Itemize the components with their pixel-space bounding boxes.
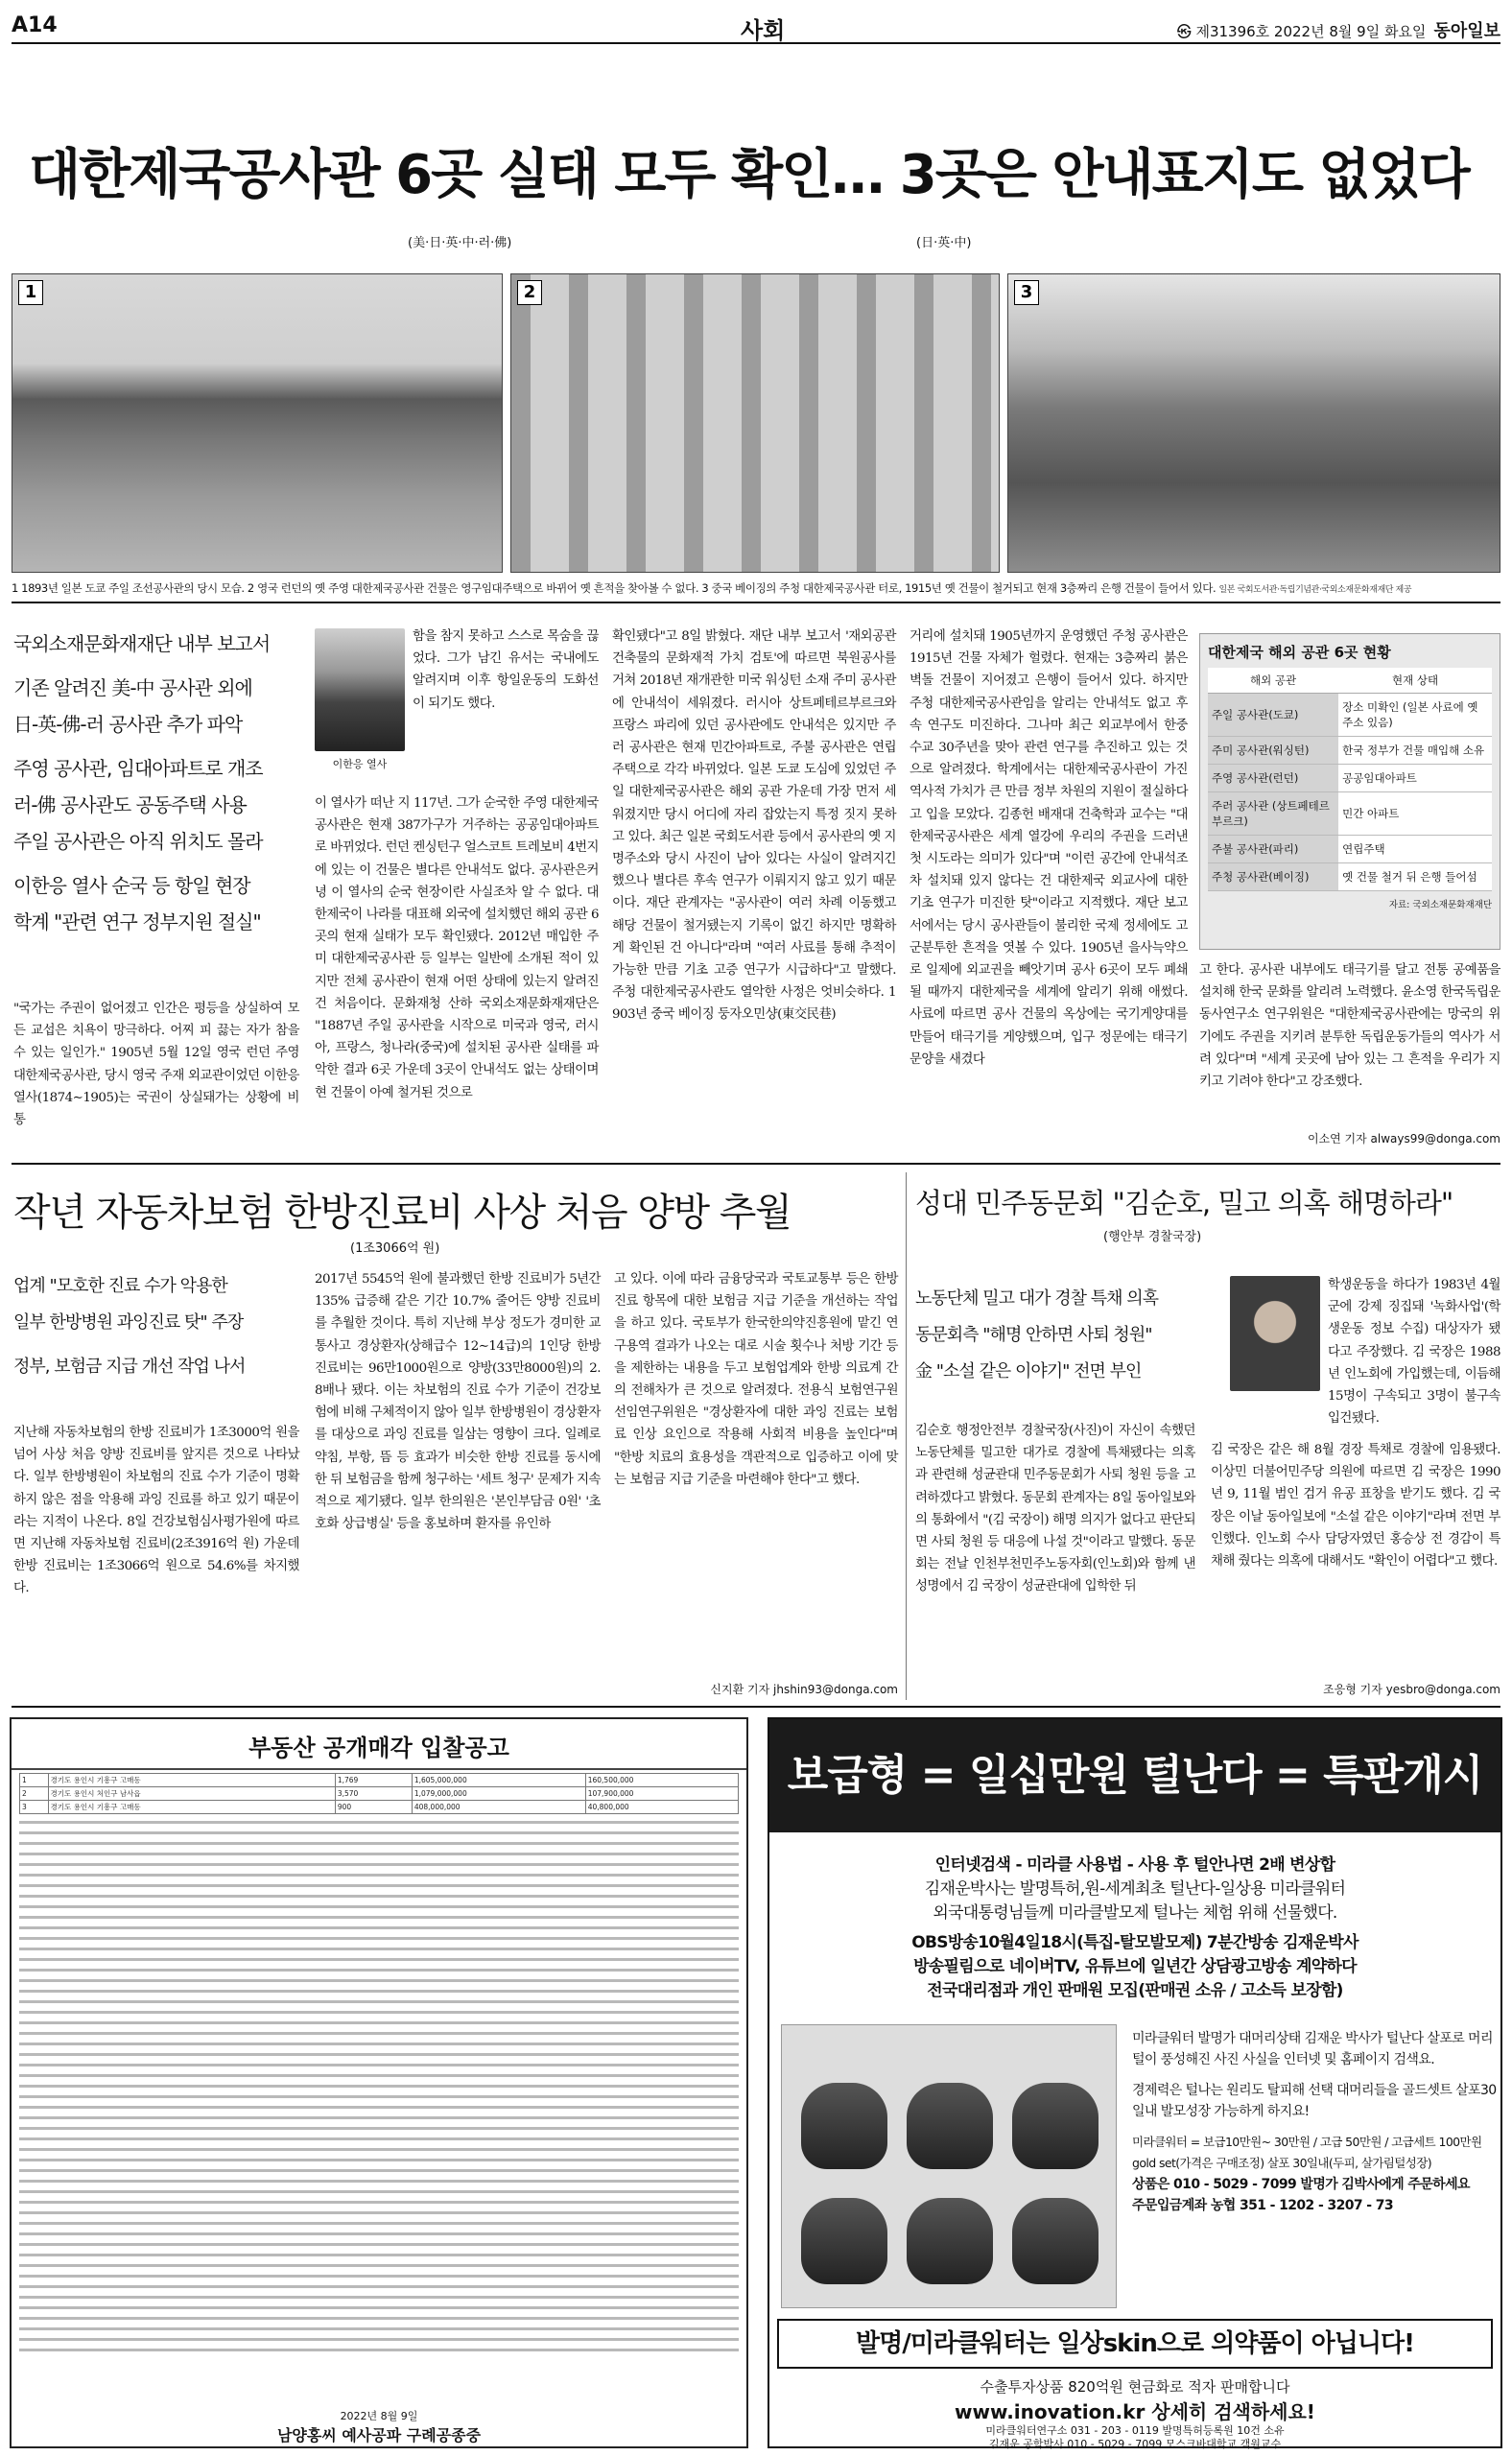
issue-meta [1177, 17, 1500, 42]
ads-divider [12, 1706, 1500, 1708]
ad-url-line: www.inovation.kr 상세히 검색하세요! [955, 2400, 1315, 2423]
ad-body [19, 1769, 739, 2404]
story2-amount-note: (1조3066억 원) [350, 1241, 440, 1256]
photo-caption [12, 580, 1500, 603]
before-after-photos [781, 2024, 1117, 2308]
table-row [20, 1774, 739, 1787]
notice-org: 남양홍씨 예사공파 구례공종중 [276, 2426, 482, 2444]
ad-banner: 보급형 = 일십만원 털난다 = 특판개시 [769, 1719, 1500, 1832]
table-cell: 경기도 용인시 기흥구 고매동 [48, 1801, 335, 1814]
table-cell: 장소 미확인 (일본 사료에 옛 주소 있음) [1338, 694, 1492, 737]
story1-sub-right: (日·英·中) [916, 236, 972, 250]
ad-title: 부동산 공개매각 입찰공고 [12, 1719, 746, 1770]
photo-caption-text: 1 1893년 일본 도쿄 주일 조선공사관의 당시 모습. 2 영국 런던의 옛 주영 대한제국공사관 건물은 영구임대주택으로 바뀌어 옛 흔적을 찾아볼 수 없다. 3 중국 베이징의 주청 대한제국공사관 터로, 1915년 옛 건물이 철거되고 현재 3층짜리 은행 건물이 들어서 있다. [12, 581, 1217, 595]
table-cell: 주청 공사관(베이징) [1208, 863, 1338, 891]
table-cell: 900 [335, 1801, 412, 1814]
table-cell: 옛 건물 철거 뒤 은행 들어섬 [1338, 863, 1492, 891]
table-cell: 40,800,000 [585, 1801, 738, 1814]
ad-line: 인터넷검색 - 미라클 사용법 - 사용 후 털안나면 2배 변상합 [934, 1855, 1335, 1875]
table-row [1208, 765, 1492, 792]
table-cell: 주러 공사관 (상트페테르부르크) [1208, 792, 1338, 836]
hair-product-ad [768, 1717, 1502, 2448]
story2-col2: 2017년 5545억 원에 불과했던 한방 진료비가 5년간 135% 급증해 같은 기간 10.7% 줄어든 양방 진료비를 추월한 것이다. 특히 지난해 부상 정도가 경미한 교통사고 경상환자(상해급수 12∼14급)의 1인당 한방 진료비는 96만1000원으로 양방(33만8000원)의 2.8배나 됐다. 이는 차보험의 진료 수가 기준이 건강보험에 비해 구체적이지 않아 일부 한방병원이 경상환자를 대상으로 과잉 진료를 일삼는 영향이 크다. 일례로 약침, 부항, 뜸 등 효과가 비슷한 한방 진료를 동시에 한 뒤 보험금을 함께 청구하는 '세트 청구' 문제가 지속적으로 제기됐다. 일부 한의원은 '본인부담금 0원' '초호화 상급병실' 등을 홍보하며 환자를 유인하 [315, 1272, 601, 1532]
story2-subheads [13, 1268, 301, 1385]
table-header-row [1208, 668, 1492, 694]
story1-sub-left: (美·日·英·中·러·佛) [408, 236, 512, 250]
masthead [12, 10, 1500, 44]
table-cell: 2 [20, 1787, 49, 1801]
head-photo [801, 2083, 887, 2169]
legation-status-table [1208, 668, 1492, 891]
subhead: 러-佛 공사관도 공동주택 사용 [13, 793, 247, 816]
table-row [1208, 737, 1492, 765]
portrait-lee-hanung [315, 628, 405, 751]
table-cell: 주일 공사관(도쿄) [1208, 694, 1338, 737]
story1-headline: 대한제국공사관 6곳 실태 모두 확인… 3곳은 안내표지도 없었다 [29, 144, 1469, 206]
ad-lines [779, 1844, 1491, 2003]
table-header: 현재 상태 [1338, 668, 1492, 694]
subhead: 일부 한방병원 과잉진료 탓" 주장 [13, 1312, 244, 1333]
table-row [1208, 863, 1492, 891]
story2-byline: 신지환 기자 jhshin93@donga.com [710, 1683, 898, 1696]
story3-right-top: 학생운동을 하다가 1983년 4월 군에 강제 징집돼 '녹화사업'(학생운동 정보 수집) 대상자가 됐다고 주장했다. 김 국장은 1988년 인노회에 가입했는데, 이듬해 15명이 구속되고 3명이 불구속 입건됐다. [1328, 1278, 1500, 1427]
head-photo [907, 2083, 993, 2169]
subhead: 金 "소설 같은 이야기" 전면 부인 [915, 1361, 1142, 1382]
photo-number: 3 [1014, 280, 1039, 305]
subhead: 업계 "모호한 진료 수가 악용한 [13, 1276, 227, 1296]
story1-col4: 거리에 설치돼 1905년까지 운영했던 주청 공사관은 1915년 건물 자체가 헐렸다. 현재는 3층짜리 붉은 벽돌 건물이 지어졌고 은행이 들어서 있다. 하지만 주청 대한제국공사관임을 알리는 안내석도 없고 후속 연구도 미진하다. 그나마 최근 외교부에서 한중 수교 30주년을 맞아 관련 연구를 추진하고 있는 것으로 알려졌다. 학계에서는 대한제국공사관이 가진 역사적 가치가 큰 만큼 정부 차원의 지원이 절실하다고 입을 모았다. 김종헌 배재대 건축학과 교수는 "대한제국공사관은 세계 열강에 우리의 주권을 드러낸 첫 시도라는 의미가 있다"며 "이런 공간에 안내석조차 설치돼 있지 않다는 건 대한제국 외교사에 대한 기초 연구가 미진한 탓"이라고 지적했다. 재단 보고서에서는 당시 공사관들이 불리한 국제 정세에도 고군분투한 흔적을 엿볼 수 있다. 1905년 을사늑약으로 일제에 외교권을 빼앗기며 공사 6곳이 모두 폐쇄될 때까지 대한제국을 세계에 알리기 위해 애썼다. 사료에 따르면 공사 건물의 옥상에는 국기게양대를 만들어 태극기를 게양했으며, 입구 정문에는 태극기 문양을 새겼다 [910, 629, 1188, 1067]
table-cell: 408,000,000 [412, 1801, 585, 1814]
table-cell: 160,500,000 [585, 1774, 738, 1787]
contact-line: 김재운 공학박사 010 - 5029 - 7099 모스크바대학교 객원교수 [988, 2438, 1282, 2450]
photo-number: 2 [517, 280, 542, 305]
ad-right-text [1132, 2028, 1497, 2216]
ad-line: 방송필림으로 네이버TV, 유튜브에 일년간 상담광고방송 계약하다 [913, 1957, 1357, 1976]
head-photo [801, 2198, 887, 2284]
page-number: A14 [12, 13, 58, 37]
table-row [20, 1787, 739, 1801]
table-header: 해외 공관 [1208, 668, 1338, 694]
photo-caption-source: 일본 국회도서관·독립기념관·국외소재문화재재단 제공 [1218, 585, 1412, 595]
portrait-kim-sunho [1230, 1276, 1320, 1391]
portrait-caption: 이한응 열사 [332, 758, 388, 770]
table-cell: 1,769 [335, 1774, 412, 1787]
subhead: 학계 "관련 연구 정부지원 절실" [13, 910, 261, 933]
table-cell: 1,605,000,000 [412, 1774, 585, 1787]
story1-col5: 고 한다. 공사관 내부에도 태극기를 달고 전통 공예품을 설치해 한국 문화를 알리려 노력했다. 윤소영 한국독립운동사연구소 연구위원은 "대한제국공사관에는 망국의 위기에도 주권을 지키려 분투한 독립운동가들의 역사가 서려 있다"며 "세계 곳곳에 남아 있는 그 흔적을 우리가 지키고 기려야 한다"고 강조했다. [1199, 963, 1500, 1090]
table-cell: 연립주택 [1338, 836, 1492, 863]
subhead: 국외소재문화재재단 내부 보고서 [13, 632, 271, 655]
table-cell: 공공임대아파트 [1338, 765, 1492, 792]
table-cell: 1 [20, 1774, 49, 1787]
ad-line: OBS방송10월4일18시(특집-탈모발모제) 7분간방송 김재운박사 [911, 1933, 1358, 1952]
ad-warning: 발명/미라클워터는 일상skin으로 의약품이 아닙니다! [777, 2319, 1493, 2369]
head-photo [907, 2198, 993, 2284]
photo-london-legation [510, 273, 1000, 573]
auction-table [19, 1773, 739, 1814]
story3-subheads [915, 1281, 1241, 1390]
table-row [20, 1801, 739, 1814]
subhead: 이한응 열사 순국 등 항일 현장 [13, 874, 250, 897]
subhead: 기존 알려진 美-中 공사관 외에 [13, 676, 252, 699]
infobox-title: 대한제국 해외 공관 6곳 현황 [1208, 644, 1391, 661]
photo-tokyo-legation [12, 273, 503, 573]
ad-paragraph: 미라클워터 = 보급10만원~ 30만원 / 고급 50만원 / 고급세트 100만원 [1132, 2135, 1482, 2149]
ad-paragraph: 주문입금계좌 농협 351 - 1202 - 3207 - 73 [1132, 2198, 1394, 2213]
export-note: 수출투자상품 820억원 현금화로 적자 판매합니다 [980, 2378, 1290, 2396]
fine-print-block [19, 1818, 739, 2355]
paper-name: 동아일보 [1433, 21, 1500, 41]
table-row [1208, 792, 1492, 836]
story2-col1: 지난해 자동차보험의 한방 진료비가 1조3000억 원을 넘어 사상 처음 양방 진료비를 앞지른 것으로 나타났다. 일부 한방병원이 차보험의 진료 수가 기준이 명확하지 않은 점을 악용해 과잉 진료를 하고 있기 때문이라는 지적이 나온다. 8일 건강보험심사평가원에 따르면 지난해 자동차보험 진료비(2조3916억 원) 가운데 한방 진료비는 1조3066억 원으로 54.6%를 차지했다. [13, 1426, 299, 1596]
infobox-source: 자료: 국외소재문화재재단 [1388, 900, 1492, 910]
ad-line: 전국대리점과 개인 판매원 모집(판매권 소유 / 고소득 보장함) [927, 1981, 1343, 2000]
legation-status-box [1199, 633, 1500, 950]
story3-note: (행안부 경찰국장) [1103, 1230, 1202, 1244]
subhead: 日-英-佛-러 공사관 추가 파악 [13, 713, 243, 736]
ad-line: 외국대통령님들께 미라클발모제 털나는 체험 위해 선물했다. [933, 1903, 1337, 1923]
ad-paragraph: 상품은 010 - 5029 - 7099 발명가 김박사에게 주문하세요 [1132, 2177, 1470, 2192]
story1-col2: 이 열사가 떠난 지 117년. 그가 순국한 주영 대한제국공사관은 현재 387가구가 거주하는 공공임대아파트로 바뀌었다. 런던 켄싱턴구 얼스코트 트레보비 4번지에 있는 이 건물은 별다른 안내석도 없다. 공사관은커녕 이 열사의 순국 현장이란 사실조차 알 수 없다. 대한제국이 나라를 대표해 외국에 설치했던 해외 공관 6곳의 현재 실태가 모두 확인됐다. 2012년 매입한 주미 대한제국공사관 등 일부는 일반에 소개된 적이 있지만 전체 공사관이 현재 어떤 상태에 있는지 알려진 건 처음이다. 문화재청 산하 국외소재문화재재단은 "1887년 주일 공사관을 시작으로 미국과 영국, 러시아, 프랑스, 청나라(중국)에 설치된 공사관 실태를 파악한 결과 6곳 가운데 3곳이 안내석도 없는 상태이며 현 건물이 아예 철거된 것으로 [315, 796, 599, 1100]
table-row [1208, 836, 1492, 863]
story2-col3: 고 있다. 이에 따라 금융당국과 국토교통부 등은 한방 진료 항목에 대한 보험금 지급 기준을 개선하는 작업을 하고 있다. 국토부가 한국한의약진흥원에 맡긴 연구용역 결과가 나오는 대로 시술 횟수나 처방 기간 등을 제한하는 내용을 두고 보험업계와 한방 의료계 간의 전해차가 큰 것으로 알려졌다. 전용식 보험연구원 선임연구위원은 "경상환자에 대한 과잉 진료는 보험료 인상 요인으로 작용해 사회적 비용을 높인다"며 "한방 치료의 효용성을 객관적으로 입증하고 이에 맞는 보험금 지급 기준을 마련해야 한다"고 했다. [614, 1272, 898, 1487]
ad-paragraph: 미라클워터 발명가 대머리상태 김재운 박사가 털난다 살포로 머리털이 풍성해진 사진 사실을 인터넷 및 홈페이지 검색요. [1132, 2031, 1493, 2067]
subhead: 주영 공사관, 임대아파트로 개조 [13, 757, 263, 780]
photo-number: 1 [18, 280, 43, 305]
story3-col1: 김순호 행정안전부 경찰국장(사진)이 자신이 속했던 노동단체를 밀고한 대가로 경찰에 특채됐다는 의혹과 관련해 성균관대 민주동문회가 사퇴 청원 등을 고려하겠다고 밝혔다. 동문회 관계자는 8일 동아일보와의 통화에서 "(김 국장이) 해명 의지가 없다고 판단되면 사퇴 청원 등 대응에 나설 것"이라고 말했다. 동문회는 전날 인천부천민주노동자회(인노회)와 함께 낸 성명에서 김 국장이 성균관대에 입학한 뒤 [915, 1424, 1195, 1594]
ad-paragraph: 경제력은 털나는 원리도 탈피해 선택 대머리들을 골드셋트 살포30일내 발모성장 가능하게 하지요! [1132, 2083, 1497, 2119]
table-cell: 3,570 [335, 1787, 412, 1801]
table-cell: 1,079,000,000 [412, 1787, 585, 1801]
table-cell: 3 [20, 1801, 49, 1814]
table-cell: 주영 공사관(런던) [1208, 765, 1338, 792]
head-photo [1012, 2083, 1099, 2169]
table-cell: 경기도 용인시 기흥구 고매동 [48, 1774, 335, 1787]
story1-byline: 이소연 기자 always99@donga.com [1307, 1132, 1500, 1145]
story1-col1: "국가는 주권이 없어졌고 인간은 평등을 상실하여 모든 교섭은 치욕이 망극하다. 어찌 피 끓는 자가 참을 수 있는 일인가." 1905년 5월 12일 영국 런던 주영 대한제국공사관, 당시 영국 주재 외교관이었던 이한응 열사(1874∼1905)는 국권이 상실돼가는 상황에 비통 [13, 1002, 299, 1128]
story1-col3: 확인됐다"고 8일 밝혔다. 재단 내부 보고서 '재외공관 건축물의 문화재적 가치 검토'에 따르면 북원공사를 거쳐 2018년 재개관한 미국 워싱턴 소재 주미 공사관에 안내석이 세워졌다. 러시아 상트페테르부르크와 프랑스 파리에 있던 공사관에도 안내석은 있지만 주러 공사관은 현재 민간아파트로, 주불 공사관은 연립주택으로 각각 바뀌었다. 일본 도쿄 도심에 있었던 주일 대한제국공사관은 해외 공관 가운데 가장 먼저 세워졌지만 당시 어디에 자리 잡았는지 특정 짓지 못하고 있다. 최근 일본 국회도서관 등에서 공사관의 옛 지명주소와 당시 사진이 남아 있다는 사실이 알려지긴 했으나 별다른 후속 연구가 이뤄지지 않고 있기 때문이다. 재단 관계자는 "공사관이 여러 차례 이동했고 해당 건물이 철거됐는지 기록이 없긴 하지만 명확하게 확인된 건 아니다"라며 "여러 사료를 통해 추적이 가능한 만큼 기초 고증 연구가 시급하다"고 말했다. 주청 대한제국공사관도 열악한 사정은 엇비슷하다. 1903년 중국 베이징 둥자오민샹(東交民巷) [612, 629, 896, 1023]
ad-footer [12, 2408, 746, 2446]
subhead: 정부, 보험금 지급 개선 작업 나서 [13, 1357, 246, 1377]
story2-headline: 작년 자동차보험 한방진료비 사상 처음 양방 추월 [13, 1191, 791, 1235]
photo-beijing-legation [1007, 273, 1500, 573]
ad-line: 김재운박사는 발명특허,원-세계최초 털난다-일상용 미라클워터 [924, 1879, 1346, 1899]
story3-headline: 성대 민주동문회 "김순호, 밀고 의혹 해명하라" [915, 1187, 1453, 1219]
table-cell: 107,900,000 [585, 1787, 738, 1801]
story3-byline: 조응형 기자 yesbro@donga.com [1323, 1683, 1500, 1696]
section-title: 사회 [741, 17, 786, 44]
ad-bottom [769, 2377, 1500, 2451]
table-row [1208, 694, 1492, 737]
table-cell: 주불 공사관(파리) [1208, 836, 1338, 863]
table-cell: 경기도 용인시 처인구 남사읍 [48, 1787, 335, 1801]
story1-subheads [13, 626, 301, 940]
table-cell: 주미 공사관(워싱턴) [1208, 737, 1338, 765]
section-divider [12, 1163, 1500, 1165]
head-photo [1012, 2198, 1099, 2284]
real-estate-auction-ad [10, 1717, 748, 2448]
story3-col2: 김 국장은 같은 해 8월 경장 특채로 경찰에 임용됐다. 이상민 더불어민주당 의원에 따르면 김 국장은 1990년 9, 11월 범인 검거 유공 표창을 받기도 했다. 김 국장은 이날 동아일보에 "소설 같은 이야기"라며 전면 부인했다. 인노회 수사 담당자였던 홍승상 전 경감이 특채해 줬다는 의혹에 대해서도 "확인이 어렵다"고 했다. [1211, 1443, 1500, 1570]
ad-paragraph: gold set(가격은 구매조정) 살포 30일내(두피, 살가림털성장) [1132, 2156, 1431, 2170]
contact-line: 미라클워터연구소 031 - 203 - 0119 발명특허등록원 10건 소유 [985, 2424, 1285, 2437]
table-cell: 민간 아파트 [1338, 792, 1492, 836]
subhead: 주일 공사관은 아직 위치도 몰라 [13, 830, 263, 853]
story1-col2-top: 함을 참지 못하고 스스로 목숨을 끊었다. 그가 남긴 유서는 국내에도 알려지며 이후 항일운동의 도화선이 되기도 했다. [413, 629, 599, 711]
column-divider [906, 1172, 907, 1700]
subhead: 노동단체 밀고 대가 경찰 특채 의혹 [915, 1288, 1159, 1309]
subhead: 동문회측 "해명 안하면 사퇴 청원" [915, 1325, 1152, 1345]
table-cell: 한국 정부가 건물 매입해 소유 [1338, 737, 1492, 765]
notice-date: 2022년 8월 9일 [340, 2410, 418, 2422]
issue-date: ㉿ 제31396호 2022년 8월 9일 화요일 [1176, 23, 1427, 40]
